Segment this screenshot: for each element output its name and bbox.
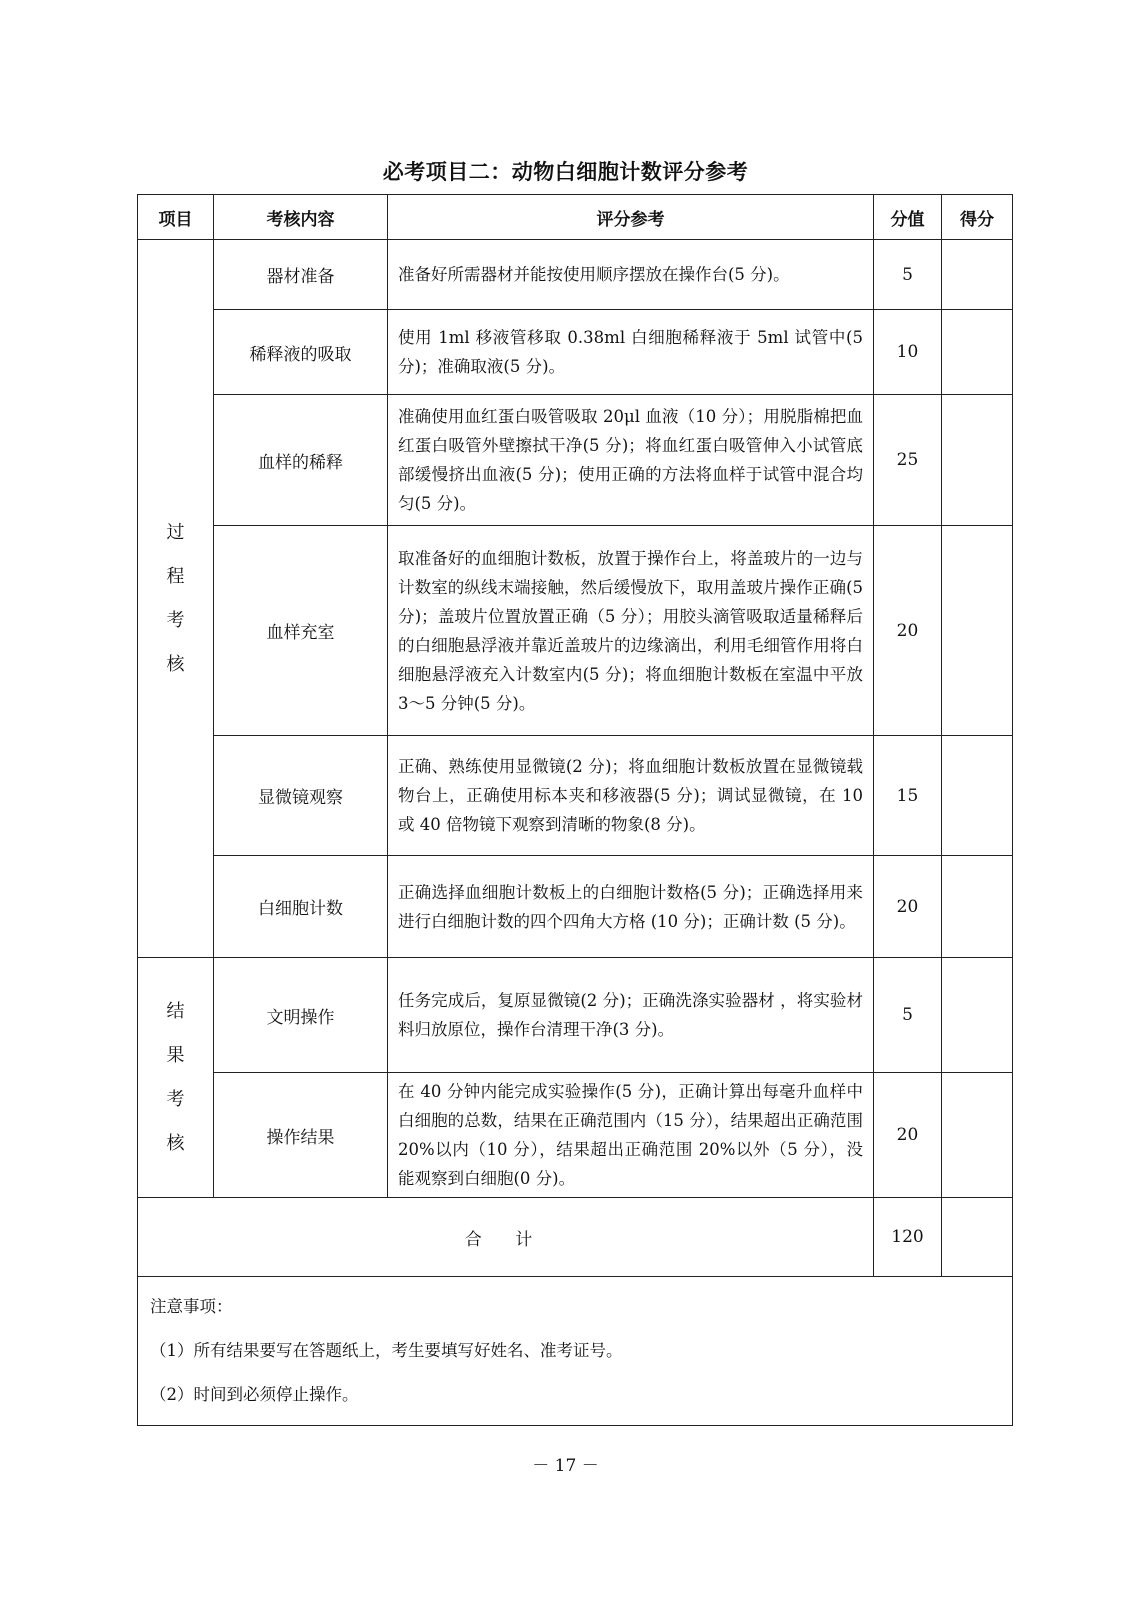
category-char: 程 [166, 565, 185, 587]
reference-cell: 使用 1ml 移液管移取 0.38ml 白细胞稀释液于 5ml 试管中(5 分)；准确取液(5 分)。 [388, 310, 874, 395]
category-char: 考 [166, 609, 185, 631]
table-row [138, 736, 1013, 856]
table-row [138, 1073, 1013, 1198]
table-row [138, 526, 1013, 736]
score-cell [942, 736, 1013, 856]
table-row [138, 856, 1013, 958]
points-cell: 25 [874, 395, 942, 526]
points-cell: 20 [874, 856, 942, 958]
item-cell: 文明操作 [214, 958, 388, 1073]
reference-cell: 正确选择血细胞计数板上的白细胞计数格(5 分)；正确选择用来进行白细胞计数的四个四角大方格 (10 分)；正确计数 (5 分)。 [388, 856, 874, 958]
table-row [138, 310, 1013, 395]
item-cell: 显微镜观察 [214, 736, 388, 856]
points-cell: 15 [874, 736, 942, 856]
header-reference: 评分参考 [388, 195, 874, 240]
category-char: 结 [166, 1000, 185, 1022]
header-content: 考核内容 [214, 195, 388, 240]
reference-cell: 准确使用血红蛋白吸管吸取 20μl 血液（10 分）；用脱脂棉把血红蛋白吸管外壁擦拭干净(5 分)；将血红蛋白吸管伸入小试管底部缓慢挤出血液(5 分)；使用正确的方法将血样于试管中混合均匀(5 分)。 [388, 395, 874, 526]
item-cell: 白细胞计数 [214, 856, 388, 958]
table-header-row [138, 195, 1013, 240]
reference-cell: 正确、熟练使用显微镜(2 分)；将血细胞计数板放置在显微镜载物台上，正确使用标本夹和移液器(5 分)；调试显微镜，在 10 或 40 倍物镜下观察到清晰的物象(8 分)。 [388, 736, 874, 856]
notes-row [138, 1277, 1013, 1426]
score-cell [942, 958, 1013, 1073]
total-points: 120 [874, 1198, 942, 1277]
category-char: 核 [166, 1132, 185, 1154]
points-cell: 5 [874, 958, 942, 1073]
notes-item: （2）时间到必须停止操作。 [150, 1385, 359, 1404]
score-cell [942, 395, 1013, 526]
total-label: 合 计 [138, 1198, 874, 1277]
score-cell [942, 240, 1013, 310]
category-char: 过 [166, 521, 185, 543]
table-row [138, 958, 1013, 1073]
total-row [138, 1198, 1013, 1277]
reference-cell: 在 40 分钟内能完成实验操作(5 分)，正确计算出每毫升血样中白细胞的总数，结果在正确范围内（15 分），结果超出正确范围 20%以内（10 分），结果超出正确范围 20%以外（5 分），没能观察到白细胞(0 分)。 [388, 1073, 874, 1198]
item-cell: 血样充室 [214, 526, 388, 736]
score-cell [942, 310, 1013, 395]
category-result [138, 958, 214, 1198]
category-process [138, 240, 214, 958]
item-cell: 稀释液的吸取 [214, 310, 388, 395]
score-cell [942, 1073, 1013, 1198]
points-cell: 20 [874, 1073, 942, 1198]
notes-heading: 注意事项： [150, 1297, 233, 1316]
page-number: － 17 － [532, 1456, 599, 1476]
score-cell [942, 526, 1013, 736]
table-row [138, 395, 1013, 526]
header-points: 分值 [874, 195, 942, 240]
header-category: 项目 [138, 195, 214, 240]
total-score-cell [942, 1198, 1013, 1277]
category-char: 果 [166, 1044, 185, 1066]
category-char: 考 [166, 1088, 185, 1110]
header-score: 得分 [942, 195, 1013, 240]
reference-cell: 任务完成后，复原显微镜(2 分)；正确洗涤实验器材 ，将实验材料归放原位，操作台清理干净(3 分)。 [388, 958, 874, 1073]
points-cell: 20 [874, 526, 942, 736]
item-cell: 血样的稀释 [214, 395, 388, 526]
points-cell: 5 [874, 240, 942, 310]
score-cell [942, 856, 1013, 958]
table-row [138, 240, 1013, 310]
scoring-table [137, 194, 1013, 1426]
points-cell: 10 [874, 310, 942, 395]
item-cell: 器材准备 [214, 240, 388, 310]
notes-item: （1）所有结果要写在答题纸上，考生要填写好姓名、准考证号。 [150, 1341, 623, 1360]
reference-cell: 准备好所需器材并能按使用顺序摆放在操作台(5 分)。 [388, 240, 874, 310]
reference-cell: 取准备好的血细胞计数板，放置于操作台上，将盖玻片的一边与计数室的纵线末端接触，然后缓慢放下，取用盖玻片操作正确(5 分)；盖玻片位置放置正确（5 分）；用胶头滴管吸取适量稀释后的白细胞悬浮液并靠近盖玻片的边缘滴出，利用毛细管作用将白细胞悬浮液充入计数室内(5 分)；将血细胞计数板在室温中平放 3～5 分钟(5 分)。 [388, 526, 874, 736]
notes-cell [138, 1277, 1013, 1426]
category-char: 核 [166, 653, 185, 675]
item-cell: 操作结果 [214, 1073, 388, 1198]
page-title: 必考项目二：动物白细胞计数评分参考 [382, 160, 749, 184]
